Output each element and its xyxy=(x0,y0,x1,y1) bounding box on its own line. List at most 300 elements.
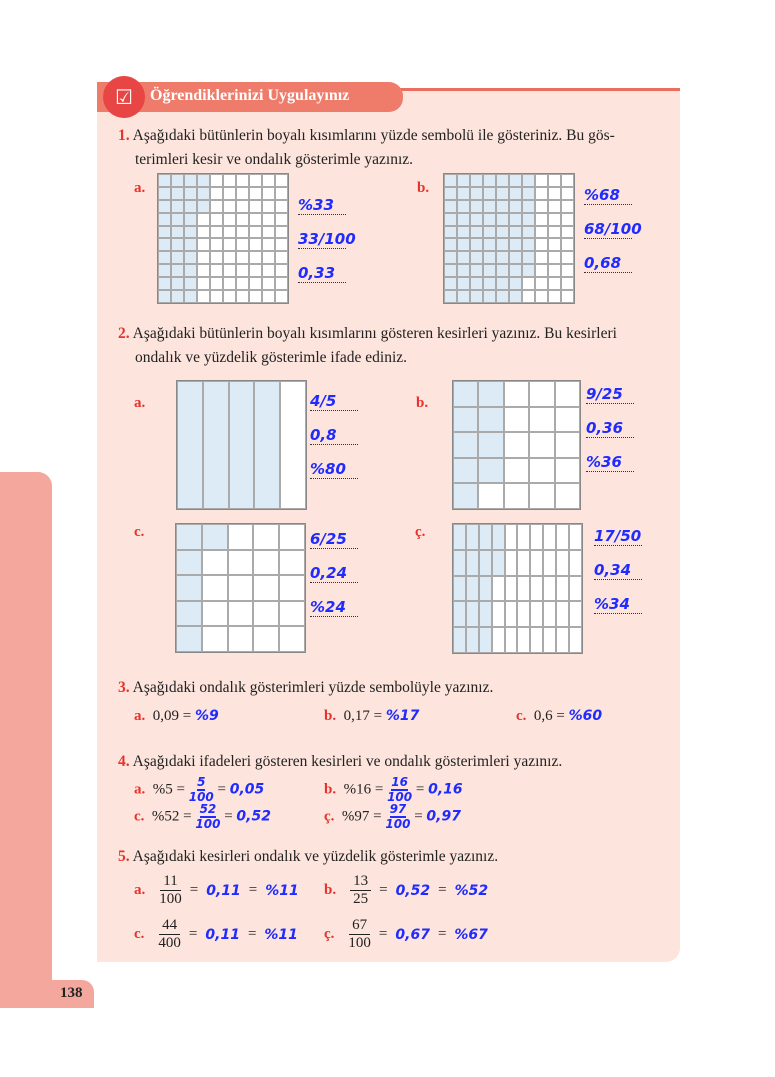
grid-cell xyxy=(561,226,574,239)
grid-cell xyxy=(197,277,210,290)
grid-cell xyxy=(509,277,522,290)
grid-cell xyxy=(158,174,171,187)
grid-cell xyxy=(203,381,229,509)
grid-cell xyxy=(569,601,582,627)
answer-field[interactable]: %60 xyxy=(568,708,603,724)
grid-cell xyxy=(535,213,548,226)
grid-cell xyxy=(509,290,522,303)
grid-cell xyxy=(262,277,275,290)
grid-cell xyxy=(479,576,492,602)
grid-cell xyxy=(470,174,483,187)
fraction xyxy=(348,917,371,952)
grid-cell xyxy=(466,601,479,627)
grid-cell xyxy=(453,432,478,458)
grid-cell xyxy=(176,626,202,652)
answer-field[interactable]: 0,05 xyxy=(229,781,265,798)
expression: 0,09 = xyxy=(152,708,192,724)
conversion-item xyxy=(324,776,463,804)
answer-field[interactable]: %17 xyxy=(385,708,420,724)
grid-cell xyxy=(496,251,509,264)
conversion-item xyxy=(324,708,419,725)
denominator: 100 xyxy=(159,891,182,907)
numerator: 97 xyxy=(389,802,407,816)
grid-cell xyxy=(210,200,223,213)
grid-cell xyxy=(470,187,483,200)
answer-field[interactable]: %52 xyxy=(454,882,489,899)
grid-cell xyxy=(453,627,466,653)
answer-field[interactable]: %11 xyxy=(265,882,299,899)
question-4 xyxy=(118,750,562,774)
grid-cell xyxy=(184,226,197,239)
header-rule xyxy=(395,88,680,91)
grid-cell xyxy=(543,627,556,653)
grid-cell xyxy=(453,483,478,509)
grid-cell xyxy=(535,174,548,187)
grid-cell xyxy=(253,575,279,601)
answer-field[interactable]: %9 xyxy=(194,708,219,724)
grid-cell xyxy=(555,458,580,484)
denominator: 100 xyxy=(387,790,413,804)
grid-cell xyxy=(556,627,569,653)
question-2-cont: ondalık ve yüzdelik gösterimle ifade ediniz. xyxy=(135,349,408,366)
grid-cell xyxy=(522,251,535,264)
grid-cell xyxy=(517,576,530,602)
conversion-item xyxy=(324,917,488,952)
grid-cell xyxy=(223,200,236,213)
equals: = xyxy=(415,781,425,798)
grid-cell xyxy=(504,407,529,433)
grid-cell xyxy=(505,627,518,653)
grid-cell xyxy=(202,626,228,652)
item-label: b. xyxy=(324,708,337,724)
numerator: 52 xyxy=(199,802,217,816)
question-5 xyxy=(118,845,498,869)
grid-cell xyxy=(535,290,548,303)
grid-cell xyxy=(529,432,554,458)
grid-cell xyxy=(184,290,197,303)
item-label: a. xyxy=(134,395,146,411)
answer-field[interactable]: 0,34 xyxy=(594,561,642,580)
conversion-item xyxy=(324,803,461,831)
answer-field[interactable]: 0,11 xyxy=(206,882,241,899)
question-number: 3. xyxy=(118,679,130,696)
grid-cell xyxy=(444,251,457,264)
grid-cell xyxy=(505,524,518,550)
grid-cell xyxy=(556,524,569,550)
grid-cell xyxy=(184,174,197,187)
answer-field[interactable]: 0,24 xyxy=(310,564,358,583)
grid-cell xyxy=(444,277,457,290)
grid-cell xyxy=(158,277,171,290)
question-2 xyxy=(118,322,617,346)
grid-cell xyxy=(548,238,561,251)
grid-cell xyxy=(543,601,556,627)
numerator: 11 xyxy=(160,873,180,891)
grid-cell xyxy=(197,200,210,213)
grid-cell xyxy=(171,238,184,251)
answer-field[interactable]: 0,97 xyxy=(426,808,461,825)
grid-cell xyxy=(444,213,457,226)
grid-cell xyxy=(253,550,279,576)
grid-cell xyxy=(171,264,184,277)
grid-cell xyxy=(470,290,483,303)
grid-cell xyxy=(210,226,223,239)
grid-cell xyxy=(529,381,554,407)
grid-cell xyxy=(548,187,561,200)
grid-cell xyxy=(262,200,275,213)
grid-cell xyxy=(479,601,492,627)
grid-cell xyxy=(530,550,543,576)
grid-cell xyxy=(444,264,457,277)
grid-cell xyxy=(197,187,210,200)
expression: 0,17 = xyxy=(343,708,383,724)
grid-cell xyxy=(522,277,535,290)
shaded-grid xyxy=(452,380,581,510)
grid-cell xyxy=(249,174,262,187)
grid-cell xyxy=(509,264,522,277)
grid-cell xyxy=(210,174,223,187)
grid-cell xyxy=(535,187,548,200)
grid-cell xyxy=(210,238,223,251)
grid-cell xyxy=(548,277,561,290)
item-label: c. xyxy=(134,808,145,825)
grid-cell xyxy=(483,174,496,187)
grid-cell xyxy=(483,277,496,290)
grid-cell xyxy=(249,238,262,251)
grid-cell xyxy=(483,238,496,251)
grid-cell xyxy=(543,576,556,602)
grid-cell xyxy=(236,277,249,290)
answer-field[interactable]: 0,33 xyxy=(298,264,346,283)
equals: = xyxy=(224,808,233,825)
grid-cell xyxy=(223,290,236,303)
grid-cell xyxy=(479,627,492,653)
grid-cell xyxy=(453,381,478,407)
grid-cell xyxy=(478,407,503,433)
equals: = xyxy=(247,926,257,942)
denominator: 400 xyxy=(158,935,181,951)
grid-cell xyxy=(262,213,275,226)
answer-field[interactable]: 0,11 xyxy=(205,926,240,943)
equals: = xyxy=(248,882,258,898)
answer-field[interactable]: 33/100 xyxy=(298,230,356,248)
answer-field[interactable]: %33 xyxy=(298,196,346,215)
grid-cell xyxy=(249,251,262,264)
grid-cell xyxy=(569,576,582,602)
grid-cell xyxy=(262,251,275,264)
conversion-item xyxy=(324,873,488,908)
question-text: Aşağıdaki kesirleri ondalık ve yüzdelik gösterimle yazınız. xyxy=(132,848,499,865)
grid-cell xyxy=(496,174,509,187)
grid-cell xyxy=(158,187,171,200)
grid-cell xyxy=(457,174,470,187)
grid-cell xyxy=(517,627,530,653)
grid-cell xyxy=(483,226,496,239)
answer-field[interactable]: %24 xyxy=(310,598,358,617)
grid-cell xyxy=(197,251,210,264)
grid-cell xyxy=(496,213,509,226)
grid-cell xyxy=(249,213,262,226)
shaded-grid xyxy=(443,173,575,304)
grid-cell xyxy=(184,200,197,213)
grid-cell xyxy=(496,277,509,290)
grid-cell xyxy=(548,213,561,226)
grid-cell xyxy=(223,251,236,264)
grid-cell xyxy=(505,576,518,602)
grid-cell xyxy=(522,290,535,303)
grid-cell xyxy=(279,626,305,652)
grid-cell xyxy=(171,277,184,290)
grid-cell xyxy=(457,238,470,251)
answer-field[interactable]: %80 xyxy=(310,460,358,479)
item-label: b. xyxy=(324,882,337,898)
grid-cell xyxy=(483,251,496,264)
answer-field[interactable]: %68 xyxy=(584,186,632,205)
grid-cell xyxy=(496,187,509,200)
item-label: ç. xyxy=(324,808,335,825)
answer-field[interactable]: %34 xyxy=(594,595,642,614)
grid-cell xyxy=(171,187,184,200)
grid-cell xyxy=(210,277,223,290)
grid-cell xyxy=(444,187,457,200)
grid-cell xyxy=(176,575,202,601)
answer-field[interactable]: 0,67 xyxy=(395,926,430,943)
grid-cell xyxy=(184,277,197,290)
grid-cell xyxy=(453,458,478,484)
item-label: b. xyxy=(324,781,337,798)
question-number: 1. xyxy=(118,127,130,144)
grid-cell xyxy=(158,213,171,226)
grid-cell xyxy=(505,601,518,627)
denominator: 100 xyxy=(348,935,371,951)
grid-cell xyxy=(158,251,171,264)
grid-cell xyxy=(548,290,561,303)
grid-cell xyxy=(210,251,223,264)
equals: = xyxy=(379,882,388,898)
grid-cell xyxy=(197,213,210,226)
grid-cell xyxy=(517,601,530,627)
grid-cell xyxy=(202,524,228,550)
denominator: 100 xyxy=(385,817,411,831)
item-label: a. xyxy=(134,882,146,898)
grid-cell xyxy=(470,251,483,264)
grid-cell xyxy=(457,290,470,303)
grid-cell xyxy=(556,601,569,627)
equals: = xyxy=(438,882,447,898)
grid-cell xyxy=(492,601,505,627)
grid-cell xyxy=(171,226,184,239)
grid-cell xyxy=(184,251,197,264)
grid-cell xyxy=(470,238,483,251)
grid-cell xyxy=(556,576,569,602)
grid-cell xyxy=(171,251,184,264)
grid-cell xyxy=(253,524,279,550)
grid-cell xyxy=(158,264,171,277)
grid-cell xyxy=(197,264,210,277)
grid-cell xyxy=(457,251,470,264)
grid-cell xyxy=(444,174,457,187)
grid-cell xyxy=(561,187,574,200)
grid-cell xyxy=(253,626,279,652)
answer-field[interactable]: 17/50 xyxy=(594,527,642,545)
fraction-answer[interactable] xyxy=(195,803,220,831)
fraction xyxy=(159,873,182,908)
grid-cell xyxy=(262,174,275,187)
item-label: ç. xyxy=(324,926,335,942)
grid-cell xyxy=(569,550,582,576)
grid-cell xyxy=(236,174,249,187)
item-label: b. xyxy=(416,395,429,411)
answer-field[interactable]: 4/5 xyxy=(310,392,358,411)
grid-cell xyxy=(504,432,529,458)
grid-cell xyxy=(262,238,275,251)
grid-cell xyxy=(509,187,522,200)
grid-cell xyxy=(492,576,505,602)
question-number: 4. xyxy=(118,753,130,770)
grid-cell xyxy=(509,174,522,187)
grid-cell xyxy=(223,277,236,290)
question-text: Aşağıdaki ondalık gösterimleri yüzde sembolüyle yazınız. xyxy=(132,679,494,696)
answer-field[interactable]: 0,8 xyxy=(310,426,358,445)
grid-cell xyxy=(535,277,548,290)
grid-cell xyxy=(492,550,505,576)
conversion-item xyxy=(134,873,299,908)
numerator: 5 xyxy=(197,775,206,789)
grid-cell xyxy=(569,627,582,653)
grid-cell xyxy=(504,381,529,407)
grid-cell xyxy=(171,200,184,213)
grid-cell xyxy=(223,213,236,226)
grid-cell xyxy=(556,550,569,576)
page-number: 138 xyxy=(60,985,83,1001)
grid-cell xyxy=(158,226,171,239)
question-text: Aşağıdaki bütünlerin boyalı kısımlarını yüzde sembolü ile gösteriniz. Bu gös- xyxy=(132,127,615,144)
fraction-answer[interactable] xyxy=(385,803,410,831)
grid-cell xyxy=(228,601,254,627)
grid-cell xyxy=(522,174,535,187)
equals: = xyxy=(437,926,447,942)
grid-cell xyxy=(543,524,556,550)
grid-cell xyxy=(262,290,275,303)
expression: %97 = xyxy=(341,808,382,825)
expression: 0,6 = xyxy=(533,708,565,724)
grid-cell xyxy=(236,238,249,251)
grid-cell xyxy=(548,264,561,277)
grid-cell xyxy=(176,524,202,550)
expression: %5 = xyxy=(152,781,185,798)
equals: = xyxy=(414,808,423,825)
grid-cell xyxy=(561,200,574,213)
denominator: 25 xyxy=(353,891,369,907)
fraction xyxy=(350,873,371,908)
grid-cell xyxy=(479,524,492,550)
grid-cell xyxy=(555,483,580,509)
equals: = xyxy=(188,926,198,942)
answer-field[interactable]: 9/25 xyxy=(586,385,634,404)
grid-cell xyxy=(275,200,288,213)
grid-cell xyxy=(457,226,470,239)
grid-cell xyxy=(279,550,305,576)
fraction-answer[interactable] xyxy=(387,776,412,804)
shaded-grid xyxy=(157,173,289,304)
question-3 xyxy=(118,676,493,700)
grid-cell xyxy=(478,381,503,407)
answer-field[interactable]: 0,68 xyxy=(584,254,632,273)
answer-field[interactable]: %67 xyxy=(454,926,488,943)
grid-cell xyxy=(223,238,236,251)
grid-cell xyxy=(253,601,279,627)
grid-cell xyxy=(275,226,288,239)
grid-cell xyxy=(210,213,223,226)
grid-cell xyxy=(522,200,535,213)
item-label: ç. xyxy=(415,524,426,540)
answer-field[interactable]: 0,52 xyxy=(236,808,271,825)
answer-field[interactable]: 0,52 xyxy=(395,882,431,899)
grid-cell xyxy=(470,213,483,226)
grid-cell xyxy=(236,251,249,264)
grid-cell xyxy=(535,226,548,239)
grid-cell xyxy=(444,238,457,251)
grid-cell xyxy=(561,251,574,264)
grid-cell xyxy=(478,458,503,484)
denominator: 100 xyxy=(195,817,221,831)
grid-cell xyxy=(223,187,236,200)
grid-cell xyxy=(236,264,249,277)
answer-field[interactable]: 6/25 xyxy=(310,530,358,549)
fraction-answer[interactable] xyxy=(189,776,214,804)
grid-cell xyxy=(496,290,509,303)
grid-cell xyxy=(280,381,306,509)
expression: %52 = xyxy=(151,808,192,825)
question-number: 2. xyxy=(118,325,130,342)
grid-cell xyxy=(279,575,305,601)
grid-cell xyxy=(504,483,529,509)
grid-cell xyxy=(522,238,535,251)
grid-cell xyxy=(548,200,561,213)
grid-cell xyxy=(444,226,457,239)
grid-cell xyxy=(466,550,479,576)
grid-cell xyxy=(275,251,288,264)
grid-cell xyxy=(453,601,466,627)
grid-cell xyxy=(210,290,223,303)
numerator: 16 xyxy=(391,775,408,789)
answer-field[interactable]: 0,16 xyxy=(428,781,463,798)
grid-cell xyxy=(262,264,275,277)
answer-field[interactable]: %11 xyxy=(264,926,298,943)
answer-field[interactable]: 0,36 xyxy=(586,419,634,438)
grid-cell xyxy=(483,213,496,226)
grid-cell xyxy=(184,238,197,251)
fraction xyxy=(158,917,181,952)
grid-cell xyxy=(569,524,582,550)
grid-cell xyxy=(249,277,262,290)
answer-field[interactable]: %36 xyxy=(586,453,634,472)
grid-cell xyxy=(492,524,505,550)
grid-cell xyxy=(504,458,529,484)
answer-field[interactable]: 68/100 xyxy=(584,220,642,238)
grid-cell xyxy=(509,226,522,239)
conversion-item xyxy=(134,917,298,952)
grid-cell xyxy=(509,213,522,226)
grid-cell xyxy=(522,226,535,239)
grid-cell xyxy=(561,277,574,290)
grid-cell xyxy=(210,187,223,200)
grid-cell xyxy=(466,524,479,550)
shaded-grid xyxy=(176,380,307,510)
conversion-item xyxy=(134,708,219,725)
grid-cell xyxy=(275,277,288,290)
grid-cell xyxy=(453,524,466,550)
